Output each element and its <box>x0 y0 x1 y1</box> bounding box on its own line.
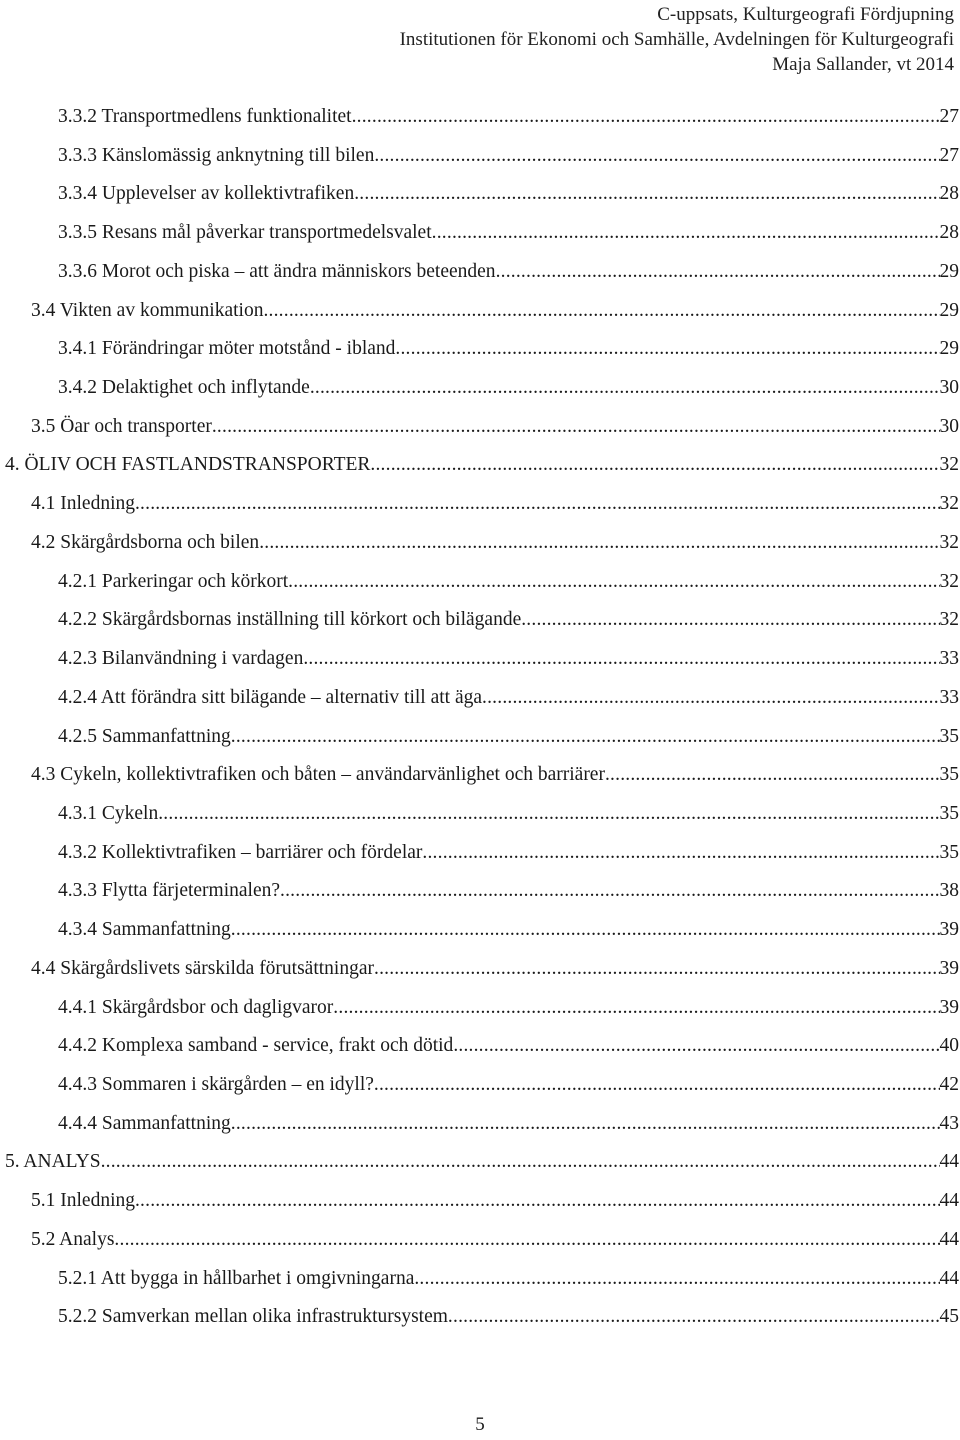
toc-dot-leader <box>263 292 939 331</box>
toc-dot-leader <box>303 640 939 679</box>
toc-dot-leader <box>422 834 939 873</box>
toc-entry-page: 29 <box>939 338 959 360</box>
toc-entry-page: 43 <box>939 1112 959 1134</box>
toc-dot-leader <box>135 485 940 524</box>
toc-entry-page: 44 <box>939 1190 959 1212</box>
toc-entry-page: 29 <box>939 260 959 282</box>
toc-dot-leader <box>448 1298 940 1337</box>
toc-dot-leader <box>374 137 939 176</box>
toc-dot-leader <box>374 1066 940 1105</box>
toc-entry-page: 33 <box>939 648 959 670</box>
toc-entry[interactable] <box>0 989 960 1028</box>
toc-entry-title: 4.4.1 Skärgårdsbor och dagligvaror <box>58 996 334 1018</box>
toc-entry[interactable] <box>0 640 960 679</box>
toc-dot-leader <box>231 911 940 950</box>
toc-entry-page: 35 <box>939 841 959 863</box>
toc-entry-page: 32 <box>939 531 959 553</box>
toc-entry[interactable] <box>0 872 960 911</box>
toc-dot-leader <box>135 1182 940 1221</box>
toc-entry-title: 3.3.2 Transportmedlens funktionalitet <box>58 106 352 127</box>
toc-dot-leader <box>496 253 940 292</box>
toc-entry[interactable] <box>0 834 960 873</box>
toc-entry-page: 44 <box>939 1267 959 1289</box>
toc-entry-title: 4.4 Skärgårdslivets särskilda förutsättningar <box>31 957 374 979</box>
toc-entry[interactable] <box>0 1260 960 1299</box>
toc-entry[interactable] <box>0 1182 960 1221</box>
toc-entry-title: 3.3.6 Morot och piska – att ändra människors beteenden <box>58 260 496 282</box>
toc-entry-title: 4.2.4 Att förändra sitt bilägande – alternativ till att äga <box>58 686 483 708</box>
toc-dot-leader <box>333 989 939 1028</box>
header-author: Maja Sallander, vt 2014 <box>772 54 954 75</box>
toc-entry-page: 32 <box>939 570 959 592</box>
toc-entry-title: 4.3.4 Sammanfattning <box>58 919 231 941</box>
toc-dot-leader <box>352 98 940 137</box>
toc-entry-page: 45 <box>939 1306 959 1328</box>
toc-dot-leader <box>231 1105 940 1144</box>
toc-entry-page: 28 <box>939 222 959 244</box>
toc-dot-leader <box>414 1260 939 1299</box>
toc-entry[interactable] <box>0 1143 960 1182</box>
toc-entry[interactable] <box>0 175 960 214</box>
toc-dot-leader <box>310 369 940 408</box>
toc-dot-leader <box>482 679 939 718</box>
toc-entry[interactable] <box>0 911 960 950</box>
toc-entry-title: 5. ANALYS <box>5 1151 101 1173</box>
toc-entry[interactable] <box>0 1027 960 1066</box>
toc-entry[interactable] <box>0 1105 960 1144</box>
page-number: 5 <box>475 1414 485 1435</box>
toc-entry-title: 4.3.1 Cykeln <box>58 802 159 824</box>
toc-dot-leader <box>605 756 940 795</box>
toc-dot-leader <box>212 408 940 447</box>
toc-entry[interactable] <box>0 950 960 989</box>
toc-entry-title: 5.2.1 Att bygga in hållbarhet i omgivningarna <box>58 1267 415 1289</box>
toc-dot-leader <box>395 330 939 369</box>
toc-entry[interactable] <box>0 718 960 757</box>
toc-entry[interactable] <box>0 330 960 369</box>
toc-entry-page: 44 <box>939 1151 959 1173</box>
toc-entry-page: 38 <box>939 880 959 902</box>
toc-entry-title: 4. ÖLIV OCH FASTLANDSTRANSPORTER <box>5 454 371 476</box>
toc-dot-leader <box>231 718 940 757</box>
toc-dot-leader <box>370 446 939 485</box>
toc-entry-page: 33 <box>939 686 959 708</box>
toc-dot-leader <box>259 524 939 563</box>
toc-entry[interactable] <box>0 524 960 563</box>
toc-entry-title: 4.2.5 Sammanfattning <box>58 725 231 747</box>
table-of-contents <box>0 98 960 1337</box>
toc-entry-title: 4.4.4 Sammanfattning <box>58 1112 231 1134</box>
toc-entry-page: 32 <box>939 493 959 515</box>
toc-entry-page: 32 <box>939 609 959 631</box>
toc-entry[interactable] <box>0 485 960 524</box>
toc-entry-title: 4.3.2 Kollektivtrafiken – barriärer och fördelar <box>58 841 423 863</box>
toc-entry-title: 4.2.2 Skärgårdsbornas inställning till körkort och bilägande <box>58 609 522 631</box>
toc-entry-title: 5.2.2 Samverkan mellan olika infrastruktursystem <box>58 1306 448 1328</box>
toc-entry-page: 27 <box>939 106 959 127</box>
toc-entry-page: 39 <box>939 919 959 941</box>
toc-entry-title: 3.3.3 Känslomässig anknytning till bilen <box>58 144 375 166</box>
toc-dot-leader <box>374 950 940 989</box>
toc-entry-title: 4.3.3 Flytta färjeterminalen? <box>58 880 281 902</box>
toc-entry-page: 40 <box>939 1035 959 1057</box>
header-institution: Institutionen för Ekonomi och Samhälle, Avdelningen för Kulturgeografi <box>399 29 954 50</box>
toc-dot-leader <box>101 1143 940 1182</box>
toc-entry[interactable] <box>0 795 960 834</box>
toc-entry-title: 4.4.2 Komplexa samband - service, frakt och dötid <box>58 1035 454 1057</box>
toc-dot-leader <box>288 563 939 602</box>
toc-entry-page: 28 <box>939 183 959 205</box>
toc-entry-title: 3.4.1 Förändringar möter motstånd - ibland <box>58 338 396 360</box>
toc-entry-title: 5.2 Analys <box>31 1228 115 1250</box>
toc-entry-page: 32 <box>939 454 959 476</box>
toc-entry-page: 42 <box>939 1073 959 1095</box>
toc-dot-leader <box>521 601 939 640</box>
toc-entry[interactable] <box>0 214 960 253</box>
toc-dot-leader <box>158 795 939 834</box>
toc-entry-page: 44 <box>939 1228 959 1250</box>
toc-entry-title: 4.2 Skärgårdsborna och bilen <box>31 531 260 553</box>
header-course: C-uppsats, Kulturgeografi Fördjupning <box>657 4 954 25</box>
toc-entry-title: 4.4.3 Sommaren i skärgården – en idyll? <box>58 1073 374 1095</box>
toc-entry-page: 35 <box>939 725 959 747</box>
toc-entry-page: 39 <box>939 996 959 1018</box>
toc-dot-leader <box>432 214 940 253</box>
toc-entry[interactable] <box>0 292 960 331</box>
toc-entry-page: 39 <box>939 957 959 979</box>
toc-entry[interactable] <box>0 253 960 292</box>
toc-entry-title: 4.3 Cykeln, kollektivtrafiken och båten – användarvänlighet och barriärer <box>31 764 605 786</box>
toc-entry[interactable] <box>0 601 960 640</box>
toc-entry-title: 4.2.3 Bilanvändning i vardagen <box>58 648 304 670</box>
toc-entry[interactable] <box>0 756 960 795</box>
toc-entry[interactable] <box>0 1066 960 1105</box>
toc-entry-page: 29 <box>939 299 959 321</box>
page-header <box>400 2 954 77</box>
toc-entry-title: 5.1 Inledning <box>31 1190 135 1212</box>
toc-entry-title: 4.1 Inledning <box>31 493 135 515</box>
toc-entry-page: 30 <box>939 415 959 437</box>
toc-entry-page: 35 <box>939 802 959 824</box>
toc-entry[interactable] <box>0 1221 960 1260</box>
toc-entry[interactable] <box>0 446 960 485</box>
toc-entry-page: 27 <box>939 144 959 166</box>
toc-entry[interactable] <box>0 563 960 602</box>
toc-entry[interactable] <box>0 369 960 408</box>
toc-entry-title: 3.3.5 Resans mål påverkar transportmedelsvalet <box>58 222 432 244</box>
toc-entry-title: 4.2.1 Parkeringar och körkort <box>58 570 289 592</box>
toc-entry-page: 35 <box>939 764 959 786</box>
toc-entry[interactable] <box>0 1298 960 1337</box>
toc-entry-title: 3.4 Vikten av kommunikation <box>31 299 264 321</box>
toc-entry-title: 3.4.2 Delaktighet och inflytande <box>58 377 310 399</box>
toc-entry[interactable] <box>0 137 960 176</box>
toc-entry-title: 3.3.4 Upplevelser av kollektivtrafiken <box>58 183 355 205</box>
toc-dot-leader <box>114 1221 939 1260</box>
toc-entry[interactable] <box>0 98 960 137</box>
toc-entry[interactable] <box>0 408 960 447</box>
toc-dot-leader <box>354 175 939 214</box>
toc-dot-leader <box>453 1027 939 1066</box>
toc-entry-page: 30 <box>939 377 959 399</box>
toc-entry-title: 3.5 Öar och transporter <box>31 415 212 437</box>
toc-dot-leader <box>280 872 939 911</box>
toc-entry[interactable] <box>0 679 960 718</box>
